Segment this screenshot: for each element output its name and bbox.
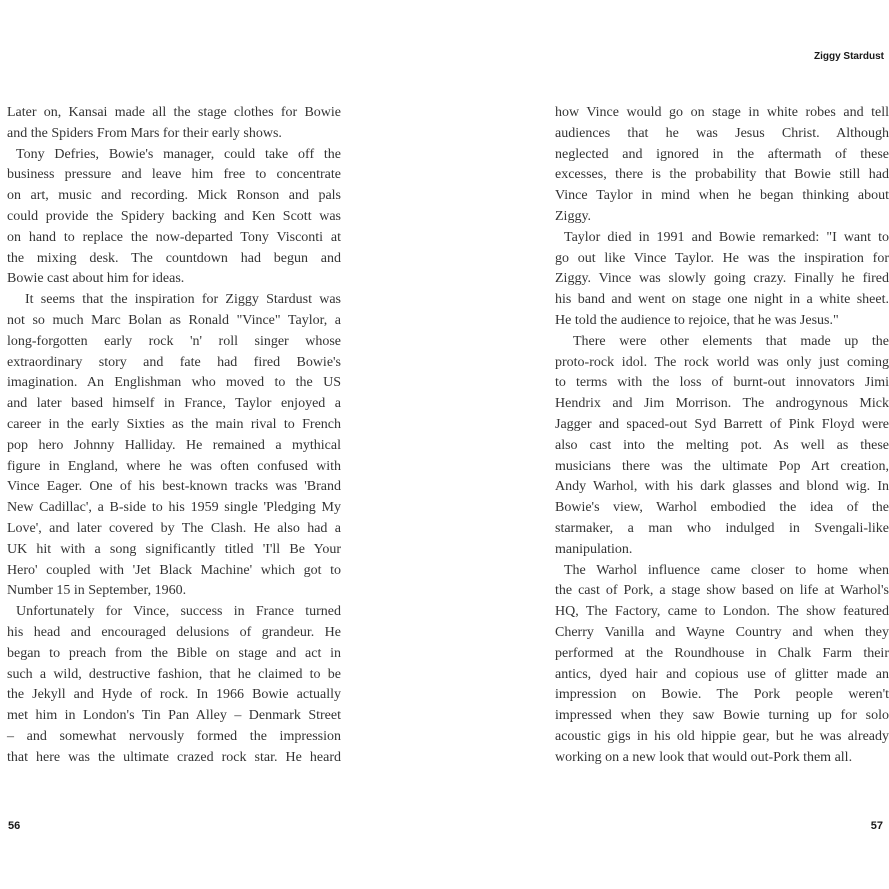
running-head: Ziggy Stardust	[813, 51, 884, 62]
text-line: Hendrix and Jim Morrison. The androgynous Mick	[555, 396, 889, 412]
text-line: extraordinary story and fate had fired Bowie's	[7, 354, 341, 370]
text-line: on art, music and recording. Mick Ronson and pals	[7, 188, 341, 204]
text-line: Love', and later covered by The Clash. He also had a	[7, 520, 341, 536]
text-line: There were other elements that made up the	[573, 333, 889, 349]
text-line: starmaker, a man who indulged in Svengali-like	[555, 520, 889, 536]
text-line: Taylor died in 1991 and Bowie remarked: "I want to	[564, 229, 889, 245]
text-line: to terms with the loss of burnt-out innovators Jimi	[555, 375, 889, 391]
text-line: musicians there was the ultimate Pop Art creation,	[555, 458, 889, 474]
text-line: Vince Taylor in mind when he began thinking about	[555, 188, 889, 204]
text-line: pop hero Johnny Halliday. He remained a mythical	[7, 437, 341, 453]
text-line: manipulation.	[555, 541, 633, 557]
text-line: not so much Marc Bolan as Ronald "Vince" Taylor, a	[7, 312, 341, 328]
text-line: and the Spiders From Mars for their early shows.	[7, 125, 282, 141]
text-line: Bowie's view, Warhol embodied the idea of the	[555, 500, 889, 516]
text-line: career in the early Sixties as the main rival to French	[7, 416, 341, 432]
text-line: performed at the Roundhouse in Chalk Farm their	[555, 645, 889, 661]
text-line: Andy Warhol, with his dark glasses and blond wig. In	[555, 479, 889, 495]
text-line: UK hit with a song significantly titled 'I'll Be Your	[7, 541, 341, 557]
text-line: business pressure and leave him free to concentrate	[7, 167, 341, 183]
text-line: working on a new look that would out-Pork them all.	[555, 749, 853, 765]
text-line: audiences that he was Jesus Christ. Although	[555, 125, 889, 141]
text-line: – and somewhat nervously formed the impression	[7, 728, 341, 744]
page-number: 56	[8, 820, 21, 832]
text-line: such a wild, destructive fashion, that he claimed to be	[7, 666, 341, 682]
text-line: Jagger and spaced-out Syd Barrett of Pink Floyd were	[555, 416, 889, 432]
text-line: and later based himself in France, Taylor enjoyed a	[7, 396, 341, 412]
text-line: long-forgotten early rock 'n' roll singer whose	[7, 333, 341, 349]
text-line: also cast into the melting pot. As well as these	[555, 437, 889, 453]
text-line: It seems that the inspiration for Ziggy Stardust was	[25, 292, 341, 308]
text-line: how Vince would go on stage in white robes and tell	[555, 105, 889, 120]
text-line: Later on, Kansai made all the stage clothes for Bowie	[7, 105, 341, 120]
text-line: that here was the ultimate crazed rock star. He heard	[7, 749, 341, 765]
text-line: his band and went on stage one night in a white sheet.	[555, 292, 889, 308]
text-line: impression on Bowie. The Pork people weren't	[555, 687, 889, 703]
left-page	[0, 0, 444, 889]
text-line: Ziggy. Vince was slowly going crazy. Finally he fired	[555, 271, 889, 287]
text-line: the cast of Pork, a stage show based on life at Warhol's	[555, 583, 889, 599]
text-line: The Warhol influence came closer to home when	[564, 562, 889, 578]
text-line: the Jekyll and Hyde of rock. In 1966 Bowie actually	[7, 687, 341, 703]
text-line: on hand to replace the now-departed Tony Visconti at	[7, 229, 341, 245]
text-line: Bowie cast about him for ideas.	[7, 271, 185, 287]
page-number: 57	[870, 820, 883, 832]
text-line: the mixing desk. The countdown had begun and	[7, 250, 341, 266]
text-line: met him in London's Tin Pan Alley – Denmark Street	[7, 708, 341, 724]
text-line: HQ, The Factory, came to London. The show featured	[555, 604, 889, 620]
text-line: Unfortunately for Vince, success in France turned	[16, 604, 341, 620]
right-page	[444, 0, 889, 889]
text-line: Number 15 in September, 1960.	[7, 583, 187, 599]
text-line: Ziggy.	[555, 208, 592, 224]
text-line: imagination. An Englishman who moved to the US	[7, 375, 341, 391]
text-line: proto-rock idol. The rock world was only just coming	[555, 354, 889, 370]
right-text-column	[555, 103, 889, 769]
text-line: antics, dyed hair and copious use of glitter made an	[555, 666, 889, 682]
text-line: Tony Defries, Bowie's manager, could take off the	[16, 146, 341, 162]
text-line: his head and encouraged delusions of grandeur. He	[7, 624, 341, 640]
text-line: excesses, there is the probability that Bowie still had	[555, 167, 889, 183]
text-line: Hero' coupled with 'Jet Black Machine' which got to	[7, 562, 341, 578]
text-line: figure in England, where he was often confused with	[7, 458, 341, 474]
text-line: He told the audience to rejoice, that he was Jesus."	[555, 312, 839, 328]
text-line: impressed when they saw Bowie turning up for solo	[555, 708, 889, 724]
text-line: began to preach from the Bible on stage and act in	[7, 645, 341, 661]
text-line: Vince Eager. One of his best-known tracks was 'Brand	[7, 479, 341, 495]
text-line: go out like Vince Taylor. He was the inspiration for	[555, 250, 889, 266]
left-text-column	[7, 103, 341, 769]
text-line: acoustic gigs in his old hippie gear, but he was already	[555, 728, 889, 744]
text-line: could provide the Spidery backing and Ken Scott was	[7, 208, 341, 224]
text-line: New Cadillac', a B-side to his 1959 single 'Pledging My	[7, 500, 341, 516]
text-line: neglected and ignored in the aftermath of these	[555, 146, 889, 162]
text-line: Cherry Vanilla and Wayne Country and when they	[555, 624, 889, 640]
